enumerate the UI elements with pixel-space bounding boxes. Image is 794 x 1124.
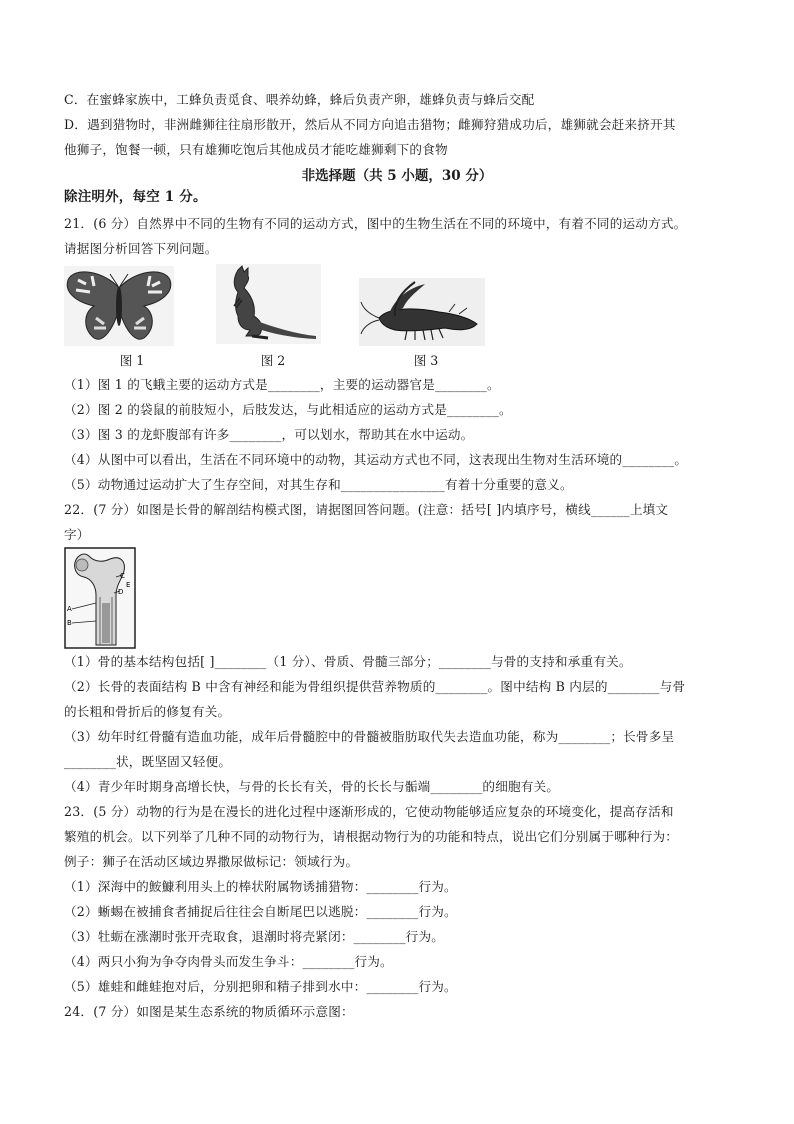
bone-label-e: E xyxy=(126,581,131,589)
scoring-note: 除注明外，每空 1 分。 xyxy=(64,189,207,205)
q23-item-5: （5）雄蛙和雌蛙抱对后，分别把卵和精子排到水中：________行为。 xyxy=(64,979,457,994)
bone-label-a: A xyxy=(67,605,72,613)
bone-label-c: C xyxy=(120,572,125,580)
figure-3-caption: 图 3 xyxy=(413,353,439,368)
q23-item-4: （4）两只小狗为争夺肉骨头而发生争斗：________行为。 xyxy=(64,954,393,969)
q23-example: 例子：狮子在活动区域边界撒尿做标记：领域行为。 xyxy=(64,854,359,869)
bone-label-d: D xyxy=(118,588,124,596)
figure-1-caption: 图 1 xyxy=(119,353,145,368)
q21-item-2: （2）图 2 的袋鼠的前肢短小，后肢发达，与此相适应的运动方式是________。 xyxy=(64,402,512,417)
q21-item-5: （5）动物通过运动扩大了生存空间，对其生存和________________有着十分重要的意义。 xyxy=(64,477,573,492)
q22-item-3-line1: （3）幼年时红骨髓有造血功能，成年后骨髓腔中的骨髓被脂肪取代失去造血功能，称为________；长骨多呈 xyxy=(64,729,675,744)
option-d-line1: D．遇到猎物时，非洲雌狮往往扇形散开，然后从不同方向追击猎物；雌狮狩猎成功后，雄狮就会赶来挤开其 xyxy=(64,117,676,132)
lobster-illustration xyxy=(359,278,485,346)
option-d-line2: 他狮子，饱餐一顿，只有雄狮吃饱后其他成员才能吃雄狮剩下的食物 xyxy=(64,142,448,157)
q21-item-1: （1）图 1 的飞蛾主要的运动方式是________，主要的运动器官是________。 xyxy=(64,377,500,392)
kangaroo-illustration xyxy=(216,264,321,344)
q22-item-2-line1: （2）长骨的表面结构 B 中含有神经和能为骨组织提供营养物质的________。图中结构 B 内层的________与骨 xyxy=(64,679,686,694)
moth-figure xyxy=(64,266,174,346)
q22-item-1: （1）骨的基本结构包括[ ]________（1 分）、骨质、骨髓三部分；________与骨的支持和承重有关。 xyxy=(64,654,632,669)
q21-stem-line2: 请据图分析回答下列问题。 xyxy=(64,241,218,256)
moth-illustration xyxy=(64,266,174,346)
long-bone-diagram xyxy=(64,547,136,649)
q23-item-1: （1）深海中的鮟鱇利用头上的棒状附属物诱捕猎物：________行为。 xyxy=(64,879,457,894)
figure-2-caption: 图 2 xyxy=(260,353,286,368)
option-c: C．在蜜蜂家族中，工蜂负责觅食、喂养幼蜂，蜂后负责产卵，雄蜂负责与蜂后交配 xyxy=(64,92,535,107)
q22-stem-line1: 22．(7 分）如图是长骨的解剖结构模式图，请据图回答问题。(注意：括号[ ]内填序号，横线______上填文 xyxy=(64,502,669,517)
lobster-figure xyxy=(359,278,485,346)
q24-stem: 24．(7 分）如图是某生态系统的物质循环示意图： xyxy=(64,1004,354,1019)
q23-stem-line2: 繁殖的机会。以下列举了几种不同的动物行为，请根据动物行为的功能和特点，说出它们分别属于哪种行为： xyxy=(64,829,679,844)
q23-item-2: （2）蜥蜴在被捕食者捕捉后往往会自断尾巴以逃脱：________行为。 xyxy=(64,904,457,919)
q21-item-3: （3）图 3 的龙虾腹部有许多________，可以划水，帮助其在水中运动。 xyxy=(64,427,474,442)
q21-stem-line1: 21．(6 分）自然界中不同的生物有不同的运动方式，图中的生物生活在不同的环境中，有着不同的运动方式。 xyxy=(64,216,687,231)
long-bone-figure xyxy=(64,547,136,649)
q21-item-4: （4）从图中可以看出，生活在不同环境中的动物，其运动方式也不同，这表现出生物对生活环境的________。 xyxy=(64,452,688,467)
kangaroo-figure xyxy=(216,264,321,344)
q22-item-2-line2: 的长粗和骨折后的修复有关。 xyxy=(64,704,231,719)
bone-label-b: B xyxy=(67,619,72,627)
q23-stem-line1: 23．(5 分）动物的行为是在漫长的进化过程中逐渐形成的，它使动物能够适应复杂的环境变化，提高存活和 xyxy=(64,804,674,819)
q22-item-3-line2: ________状，既坚固又轻便。 xyxy=(64,754,232,769)
section-title: 非选择题（共 5 小题，30 分） xyxy=(301,168,493,184)
q23-item-3: （3）牡蛎在涨潮时张开壳取食，退潮时将壳紧闭：________行为。 xyxy=(64,929,445,944)
q22-item-4: （4）青少年时期身高增长快，与骨的长长有关，骨的长长与骺端________的细胞有关。 xyxy=(64,779,560,794)
q22-stem-line2: 字） xyxy=(64,527,90,542)
